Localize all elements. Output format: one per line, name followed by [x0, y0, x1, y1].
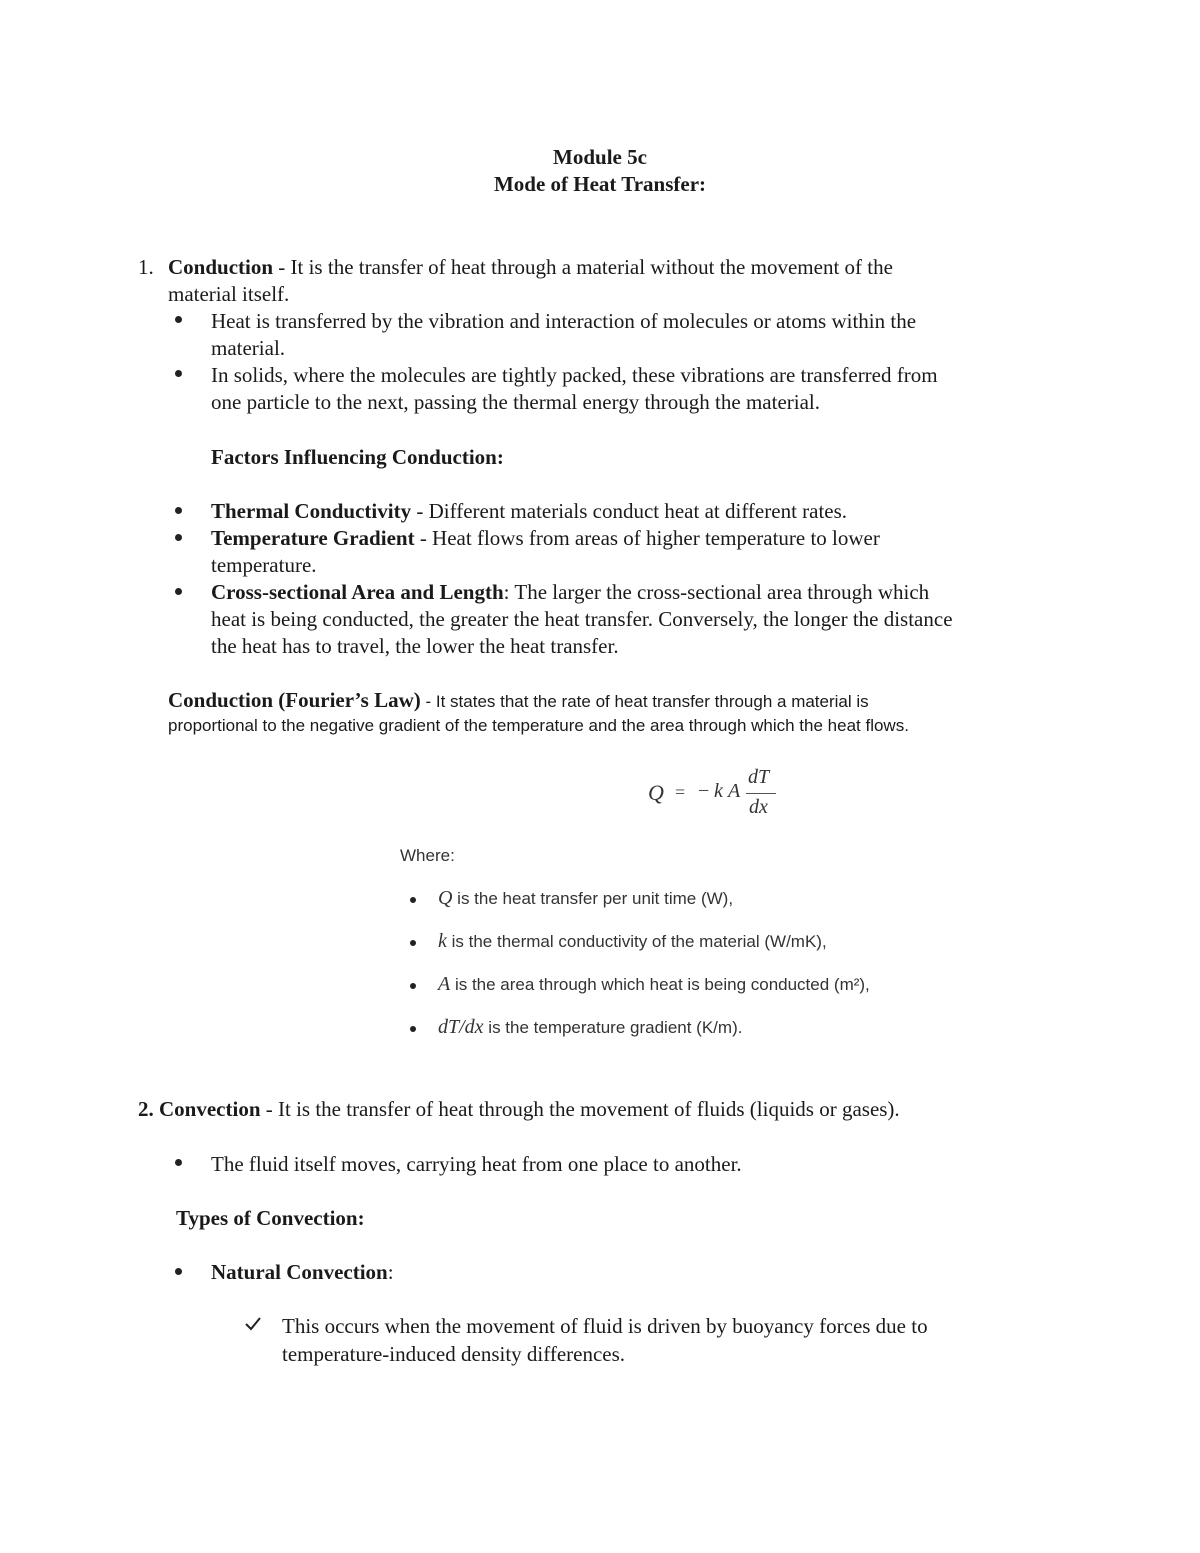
bullet-icon — [175, 370, 182, 377]
fourier-law-term: Conduction (Fourier’s Law) — [168, 688, 421, 712]
types-heading: Types of Convection: — [176, 1206, 365, 1230]
where-item-dtdx — [438, 1016, 742, 1039]
natural-convection-desc-cont: temperature-induced density differences. — [282, 1342, 626, 1366]
factor-cross-sectional-cont2: the heat has to travel, the lower the heat transfer. — [211, 634, 619, 658]
bullet-icon — [175, 588, 182, 595]
factor-text: - Heat flows from areas of higher temperature to lower — [414, 526, 880, 550]
fourier-equation — [648, 766, 788, 822]
natural-convection — [211, 1259, 394, 1286]
conduction-bullet-1-cont: material. — [211, 336, 286, 360]
fourier-law-text: - It states that the rate of heat transfer through a material is — [420, 692, 869, 711]
list-number-1: 1. — [138, 255, 154, 279]
factors-heading: Factors Influencing Conduction: — [211, 445, 504, 469]
bullet-icon — [175, 507, 182, 514]
checkmark-icon — [244, 1316, 262, 1332]
fourier-law-text-cont: proportional to the negative gradient of the temperature and the area through which the heat flows. — [168, 716, 909, 735]
where-text: is the area through which heat is being conducted (m²), — [450, 975, 870, 994]
where-symbol: Q — [438, 887, 453, 909]
factor-text: : The larger the cross-sectional area through which — [503, 580, 930, 604]
conduction-definition — [168, 254, 893, 281]
where-symbol: A — [438, 973, 451, 995]
where-text: is the temperature gradient (K/m). — [483, 1018, 743, 1037]
where-label: Where: — [400, 846, 455, 865]
natural-convection-desc: This occurs when the movement of fluid is driven by buoyancy forces due to — [282, 1314, 928, 1338]
module-label: Module 5c — [553, 145, 647, 169]
conduction-bullet-2: In solids, where the molecules are tightly packed, these vibrations are transferred from — [211, 363, 938, 387]
conduction-bullet-1: Heat is transferred by the vibration and interaction of molecules or atoms within the — [211, 309, 917, 333]
bullet-icon — [175, 316, 182, 323]
eq-q: Q — [648, 780, 664, 805]
factor-temperature-gradient — [211, 525, 880, 552]
eq-numerator: dT — [748, 766, 770, 788]
eq-a: A — [728, 780, 741, 802]
where-symbol: k — [438, 930, 447, 952]
where-symbol: dT/dx — [438, 1016, 484, 1038]
where-item-q — [438, 887, 733, 910]
convection-definition-text: - It is the transfer of heat through the movement of fluids (liquids or gases). — [260, 1097, 900, 1121]
factor-thermal-conductivity — [211, 498, 847, 525]
page-title: Mode of Heat Transfer: — [493, 172, 707, 196]
factor-cross-sectional — [211, 579, 929, 606]
factor-temperature-gradient-cont: temperature. — [211, 553, 317, 577]
convection-term: Convection — [159, 1097, 261, 1121]
factor-cross-sectional-cont: heat is being conducted, the greater the heat transfer. Conversely, the longer the distance — [211, 607, 953, 631]
convection-bullet: The fluid itself moves, carrying heat from one place to another. — [211, 1152, 742, 1176]
list-number-2: 2. — [138, 1097, 154, 1121]
fourier-law-line — [168, 687, 869, 714]
bullet-icon — [410, 1026, 416, 1032]
where-item-k — [438, 930, 827, 953]
factor-term: Thermal Conductivity — [211, 499, 412, 523]
where-text: is the thermal conductivity of the material (W/mK), — [446, 932, 827, 951]
conduction-term: Conduction — [168, 255, 274, 279]
convection-definition — [138, 1096, 900, 1123]
conduction-definition-cont: material itself. — [168, 282, 290, 306]
where-text: is the heat transfer per unit time (W), — [452, 889, 734, 908]
eq-denominator: dx — [749, 796, 768, 818]
factor-term: Temperature Gradient — [211, 526, 415, 550]
bullet-icon — [175, 1159, 182, 1166]
natural-convection-term: Natural Convection — [211, 1260, 388, 1284]
bullet-icon — [410, 940, 416, 946]
conduction-bullet-2-cont: one particle to the next, passing the thermal energy through the material. — [211, 390, 820, 414]
bullet-icon — [410, 897, 416, 903]
conduction-definition-text: - It is the transfer of heat through a material without the movement of the — [273, 255, 893, 279]
natural-convection-colon: : — [387, 1260, 394, 1284]
where-item-a — [438, 973, 870, 996]
eq-k: k — [714, 780, 723, 802]
factor-term: Cross-sectional Area and Length — [211, 580, 504, 604]
eq-fraction-bar — [746, 793, 776, 794]
eq-equals: = — [675, 782, 686, 802]
bullet-icon — [175, 1268, 182, 1275]
factor-text: - Different materials conduct heat at different rates. — [411, 499, 848, 523]
bullet-icon — [175, 534, 182, 541]
bullet-icon — [410, 983, 416, 989]
eq-minus: − — [698, 780, 710, 802]
